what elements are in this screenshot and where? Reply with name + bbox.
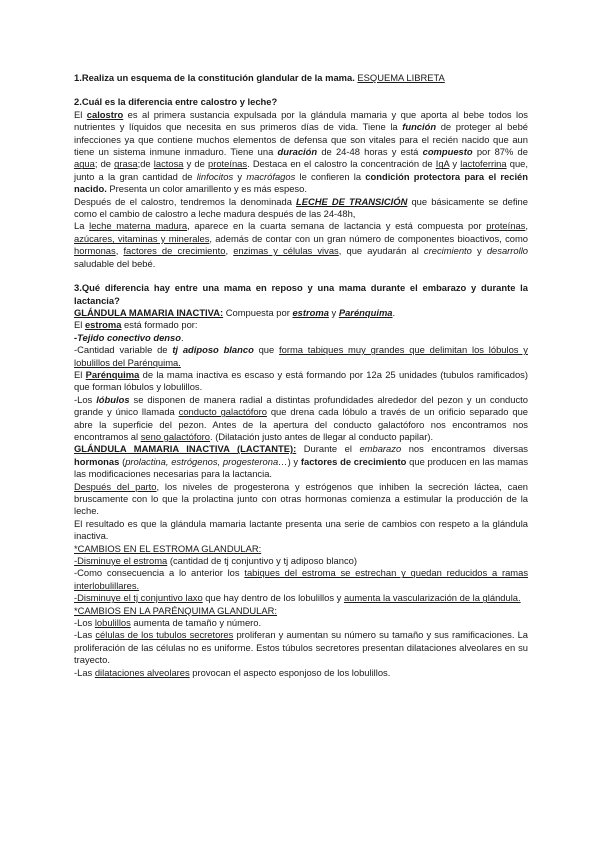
text-run: Compuesta por (223, 306, 293, 318)
text-run: calostro (86, 108, 124, 120)
text-run: Presenta un color amarillento y es más espeso. (106, 183, 307, 195)
text-run: tabiques del estroma se estrechan y quedan reducidos a ramas interlobulillares. (74, 567, 529, 591)
question-2-title: 2.Cuál es la diferencia entre calostro y leche? (74, 96, 278, 108)
text-run: lactoferrina (460, 158, 507, 170)
text-run: estroma (84, 319, 122, 331)
text-run: y (328, 306, 339, 318)
text-run: leche materna madura (89, 220, 188, 232)
text-run: y (233, 170, 247, 182)
parto-paragraph (74, 481, 528, 518)
text-run: condición protectora para el recién nacido. (74, 170, 528, 195)
text-run: y de (183, 158, 208, 170)
text-run: y (449, 158, 461, 170)
tejido-conectivo-line (74, 332, 528, 344)
text-run: , (115, 245, 124, 257)
lactante-paragraph (74, 443, 528, 480)
text-run: desarrollo (486, 245, 528, 257)
text-run: . Destaca en el calostro la concentración de (247, 158, 436, 170)
text-run: células de los tubulos secretores (95, 629, 234, 641)
text-run: nos encontramos diversas (401, 443, 528, 455)
text-run: dilataciones alveolares (94, 666, 190, 678)
text-run: Después del parto (74, 480, 157, 492)
leche-madura-paragraph (74, 220, 528, 270)
question-3-title: 3.Qué diferencia hay entre una mama en reposo y una mama durante el embarazo y durante la lactancia? (74, 282, 528, 306)
text-run: El (74, 108, 87, 120)
text-run: Después de el calostro, tendremos la denominada (74, 195, 297, 207)
text-run: que (253, 344, 280, 356)
text-run: linfocitos (196, 170, 234, 182)
text-run: lactosa (153, 158, 184, 170)
text-run: El (74, 368, 86, 380)
lobulos-paragraph (74, 394, 528, 444)
text-run: El (74, 319, 85, 331)
text-run: grasa (114, 158, 138, 170)
text-run: conducto galactóforo (178, 406, 267, 418)
text-run: aumenta la vascularización de la glándula. (343, 592, 521, 604)
text-run: , los niveles de progesterona y estrógenos que inhiben la secreción láctea, caen bruscamente con lo que la prolactina junto con otras hormonas comienza a estimular la producción de la leche. (74, 480, 529, 517)
text-run: GLÁNDULA MAMARIA INACTIVA: (74, 306, 224, 318)
text-run: enzimas y células vivas (233, 245, 339, 257)
text-run: ;de (137, 158, 154, 170)
text-run: -Cantidad variable de (74, 344, 173, 356)
text-run: que básicamente se define como el cambio de calostro a leche madura después de las 24-48h, (74, 195, 528, 220)
text-run: ) y (287, 455, 301, 467)
inactiva-heading (74, 307, 528, 319)
text-run: LECHE DE TRANSICIÓN (296, 195, 408, 207)
text-run: es al primera sustancia expulsada por la glándula mamaria y que aporta al bebe todos los nutrientes y líquidos que necesita en sus primeros días de vida. Tiene la (74, 108, 528, 133)
tabiques-line (74, 567, 528, 592)
text-run: y (471, 245, 487, 257)
text-run: . (180, 331, 184, 343)
text-run: *CAMBIOS EN EL ESTROMA GLANDULAR: (74, 542, 262, 554)
text-run: La (74, 220, 90, 232)
text-run: lóbulos (96, 393, 130, 405)
text-run: Parénquima (85, 368, 140, 380)
text-run: forma tabiques muy grandes que delimitan los lóbulos y lobulillos del Parénquima. (74, 344, 528, 368)
conjuntivo-laxo-line (74, 592, 528, 604)
text-run: . (Dilatación justo antes de llegar al conducto papilar). (210, 430, 434, 442)
text-run: -Tejido conectivo denso (74, 331, 181, 343)
text-run: de la mama inactiva es escaso y está formando por 12a 25 unidades (tubulos ramificados) que forman lóbulos y lobulillos. (74, 368, 528, 393)
text-run: función (402, 121, 437, 133)
tj-adiposo-line (74, 344, 528, 369)
cambios-estroma-heading (74, 543, 528, 555)
text-run: -Los (74, 617, 95, 629)
text-run: proteínas (486, 220, 526, 232)
text-run: GLÁNDULA MAMARIA INACTIVA (LACTANTE): (74, 443, 297, 455)
text-run: -Disminuye el tj conjuntivo laxo (74, 592, 203, 604)
text-run: IgA (435, 158, 450, 170)
disminuye-estroma-line (74, 555, 528, 567)
text-run: agua (74, 158, 95, 170)
question-1-title: 1.Realiza un esquema de la constitución glandular de la mama. (74, 72, 355, 83)
text-run: hormonas (74, 455, 120, 467)
text-run: ; de (94, 158, 115, 170)
text-run: *CAMBIOS EN LA PARÉNQUIMA GLANDULAR: (74, 604, 278, 616)
document-page (74, 72, 528, 679)
resultado-paragraph (74, 518, 528, 543)
text-run: duración (277, 146, 318, 158)
text-run: ( (119, 455, 126, 467)
question-1 (74, 72, 528, 84)
text-run: (cantidad de tj conjuntivo y tj adiposo blanco) (167, 555, 357, 567)
text-run: El resultado es que la glándula mamaria lactante presenta una serie de cambios con respeto a la glándula inactiva. (74, 517, 528, 542)
text-run: -Como consecuencia a lo anterior los (74, 567, 245, 579)
text-run: macrófagos (246, 170, 296, 182)
text-run: proliferan y aumentan su número su tamaño y sus ramificaciones. La proliferación de las células no es uniforme. Estos túbulos secretores presentan dilataciones alveolares en su trayecto. (74, 629, 528, 666)
text-run: que, junto a la gran cantidad de (74, 158, 528, 182)
parenquima-paragraph (74, 369, 528, 394)
text-run: provocan el aspecto esponjoso de los lobulillos. (189, 666, 391, 678)
tubulos-secretores-paragraph (74, 629, 528, 666)
text-run: , que ayudarán al (338, 245, 424, 257)
text-run: Parénquima (338, 306, 393, 318)
lobulillos-line (74, 617, 528, 629)
text-run: azúcares, vitaminas y minerales (74, 232, 210, 244)
text-run: saludable del bebé. (74, 257, 156, 269)
text-run: lobulillos (94, 617, 131, 629)
text-run: embarazo (359, 443, 402, 455)
text-run: factores de crecimiento (123, 245, 226, 257)
text-run: -Los (74, 393, 97, 405)
text-run: crecimiento (423, 245, 472, 257)
text-run: compuesto (422, 146, 473, 158)
text-run: -Disminuye el estroma (74, 555, 168, 567)
transicion-paragraph (74, 196, 528, 221)
text-run: le confieren la (295, 170, 366, 182)
text-run: , (225, 245, 234, 257)
text-run: aumenta de tamaño y número. (130, 617, 262, 629)
text-run: , además de contar con un gran número de componentes bioactivos, como (209, 232, 528, 244)
cambios-parenquima-heading (74, 605, 528, 617)
text-run: , aparece en la cuarta semana de lactancia y está compuesta por (187, 220, 487, 232)
esquema-libreta-link: ESQUEMA LIBRETA (357, 72, 445, 83)
text-run: seno galactóforo (140, 430, 211, 442)
text-run: que hay dentro de los lobulillos y (202, 592, 344, 604)
estroma-line (74, 319, 528, 331)
text-run: de 24-48 horas y está (317, 146, 423, 158)
text-run: , (525, 220, 528, 232)
calostro-paragraph (74, 109, 528, 196)
text-run: tj adiposo blanco (172, 344, 254, 356)
dilataciones-line (74, 667, 528, 679)
text-run: -Las (74, 666, 95, 678)
text-run: -Las (74, 629, 96, 641)
text-run: Durante el (296, 443, 360, 455)
text-run: que producen en las mamas las modificaciones necesarias para la lactancia. (74, 455, 529, 480)
text-run: está formado por: (121, 319, 198, 331)
text-run: prolactina, estrógenos, progesterona… (125, 455, 288, 467)
text-run: . (392, 306, 396, 318)
text-run: que drena cada lóbulo a través de un orificio separado que abre la superficie del pezon. Antes de la apertura del conducto galactóforo nos encontramos nos encontramos al (74, 406, 528, 442)
text-run: por 87% de (472, 146, 528, 158)
text-run: se disponen de manera radial a distintas profundidades alrededor del pezon y un conducto grande y único llamada (74, 393, 528, 418)
text-run: estroma (292, 306, 329, 318)
text-run: factores de crecimiento (300, 455, 407, 467)
text-run: de proteger al bebé infecciones ya que contiene muchos elementos de defensa que son vitales para el recién nacido que aun tiene un sistema inmune inmaduro. Tiene una (74, 121, 529, 158)
text-run: hormonas (74, 245, 116, 257)
text-run: proteínas (208, 158, 248, 170)
